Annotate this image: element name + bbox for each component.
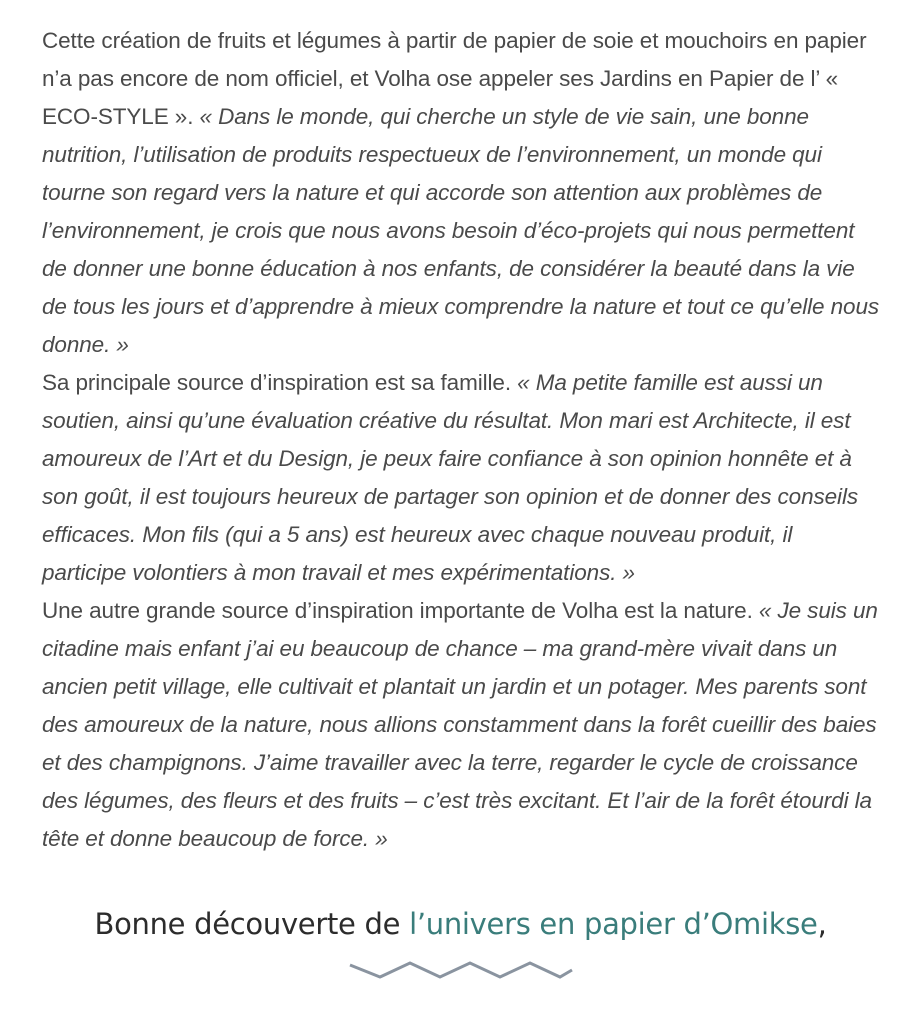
paragraph-quote: « Dans le monde, qui cherche un style de vie sain, une bonne nutrition, l’utilisation de produits respectueux de l’environnement, un monde qui tourne son regard vers la nature et qui accorde son attention aux problèmes de l’environnement, je crois que nous avons besoin d’éco-projets qui nous permettent de donner une bonne éducation à nos enfants, de considérer la beauté dans la vie de tous les jours et d’apprendre à mieux comprendre la nature et tout ce qu’elle nous donne. » <box>42 104 880 357</box>
paragraph-quote: « Je suis un citadine mais enfant j’ai eu beaucoup de chance – ma grand-mère vivait dans un ancien petit village, elle cultivait et plantait un jardin et un potager. Mes parents sont des amoureux de la nature, nous allions constamment dans la forêt cueillir des baies et des champignons. J’aime travailler avec la terre, regarder le cycle de croissance des légumes, des fleurs et des fruits – c’est très excitant. Et l’air de la forêt étourdi la tête et donne beaucoup de force. » <box>42 598 878 851</box>
paragraph-text: Une autre grande source d’inspiration importante de Volha est la nature. <box>42 598 759 623</box>
zigzag-divider-icon <box>346 956 576 982</box>
closing-suffix: , <box>817 907 827 941</box>
omikse-universe-link[interactable]: l’univers en papier d’Omikse <box>409 907 818 941</box>
paragraph-text: Sa principale source d’inspiration est sa famille. <box>42 370 518 395</box>
paragraph-quote: « Ma petite famille est aussi un soutien, ainsi qu’une évaluation créative du résultat. Mon mari est Architecte, il est amoureux de l’Art et du Design, je peux faire confiance à son opinion honnête et à son goût, il est toujours heureux de partager son opinion et de donner des conseils efficaces. Mon fils (qui a 5 ans) est heureux avec chaque nouveau produit, il participe volontiers à mon travail et mes expérimentations. » <box>42 370 858 585</box>
paragraph-eco-style <box>42 22 879 364</box>
paragraph-nature <box>42 592 879 858</box>
closing-prefix: Bonne découverte de <box>94 907 410 941</box>
closing-line <box>42 904 879 944</box>
paragraph-text: Cette création de fruits et légumes à partir de papier de soie et mouchoirs en papier n’a pas encore de nom officiel, et Volha ose appeler ses Jardins en Papier de l’ « ECO-STYLE ». <box>42 28 867 129</box>
article-body <box>42 22 879 858</box>
paragraph-family <box>42 364 879 592</box>
